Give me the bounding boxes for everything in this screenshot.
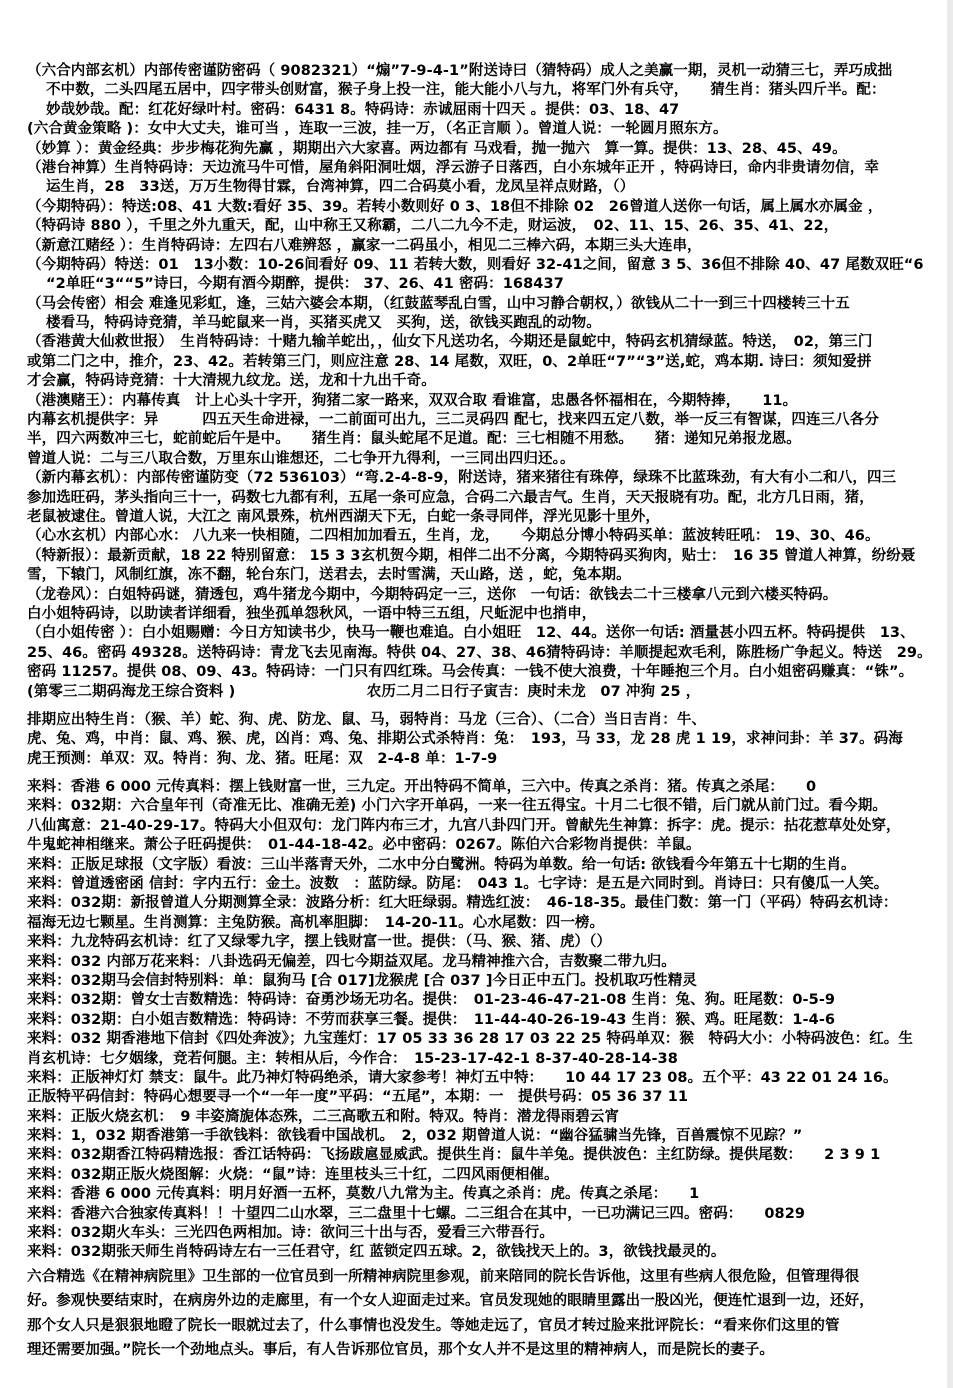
text-line: 参加选旺码，茅头指向三十一，码数七九都有利，五尾一条可应急，合码二六最吉气。生肖，天天报晓有功。配，北方几日雨，猪，	[27, 489, 874, 506]
text-line: 福海无边七颗星。生肖测算：主兔防猴。高机率胆脚： 14-20-11。心水尾数：四一榜。	[27, 914, 605, 931]
text-line: 牛鬼蛇神相继来。萧公子旺码提供： 01-44-18-42。必中密码：0267。陈伯六合彩物肖提供：羊鼠。	[27, 837, 701, 854]
text-line: 运生肖，28 33送，万万生物得甘霖，台湾神算，四二合码莫小看，龙凤呈祥点财路，（）	[46, 179, 635, 196]
text-line: 来料：032期：曾女士吉数精选：特码诗：奋勇沙场无功名。提供： 01-23-46-47-21-08 生肖：兔、狗。旺尾数：0-5-9	[27, 992, 836, 1009]
text-line: 曾道人说：二与三八取合数，万里东山谁想还，二七争开九得利，一三同出四归还。。	[27, 450, 575, 467]
text-line: 那个女人只是狠狠地瞪了院长一眼就过去了，什么事情也没发生。等她走远了，官员才转过脸来批评院长：“看来你们这里的管	[27, 1317, 840, 1334]
text-line: 才会赢，特码诗竞猜：十大清规九纹龙。送，龙和十九出千奇。	[27, 373, 436, 390]
text-line: （六合内部玄机）内部传密谨防密码（ 9082321）“煽”7-9-4-1”附送诗曰（猜特码）成人之美赢一期，灵机一动猜三七，弄巧成拙	[27, 63, 893, 79]
text-line: 来料：032期：六合皇年刊（奇准无比、准确无差) 小门六字开单码，一来一往五得宝。十月二七很不错，后门就从前门过。看今期。	[27, 798, 888, 815]
text-line: 来料：香港 6 000 元传真料：摆上钱财富一世，三九定。开出特码不简单，三六中。传真之杀肖：猪。传真之杀尾： 0	[27, 779, 817, 796]
text-line: （今期特码）特送：01 13小数：10-26间看好 09、11 若转大数，则看好 32-41之间，留意 3 5、36但不排除 40、47 尾数双旺“6	[27, 256, 924, 273]
text-line: 或第二门之中，推介，23、42。若转第三门，则应注意 28、14 尾数，双旺，0、2单旺“7”“3”送,蛇，鸡本期. 诗曰：须知爱拼	[27, 353, 872, 370]
text-line: （心水玄机）内部心水： 八九来一快相随，二四相加加看五，生肖，龙， 今期总分博小特码买单：蓝波转旺吼： 19、30、46。	[27, 528, 880, 545]
text-line: 妙哉妙哉。配：红花好绿叶村。密码：6431 8。特码诗：赤诚屈雨十四天 。提供：03、18、47	[46, 101, 680, 118]
text-line: 虎王预测：单双：双。特肖：狗、龙、猪。旺尾：双 2-4-8 单：1-7-9	[27, 750, 498, 767]
text-line: 来料：032期：新报曾道人分期测算全录：波路分析：红大旺绿弱。精选红波： 46-18-35。最佳门数：第一门（平码）特码玄机诗：	[27, 895, 898, 912]
text-line: 理还需要加强。”院长一个劲地点头。事后，有人告诉那位官员，那个女人并不是这里的精神病人，而是院长的妻子。	[27, 1342, 774, 1358]
text-line: 来料：032期正版火烧图解：火烧：“鼠”诗：连里枝头三十红，二四风雨便相催。	[27, 1166, 559, 1183]
text-line: 来料：正版火烧玄机： 9 丰姿旖旎体态殊，二三高歌五和附。特双。特肖：潜龙得雨碧云宵	[27, 1108, 620, 1125]
text-line: 来料：1，032 期香港第一手欲钱料：欲钱看中国战机。 2，032 期曾道人说：“幽谷猛骕当先锋，百兽震惊不见踪？”	[27, 1128, 803, 1145]
text-line: （龙卷风）：白姐特码谜，猜透包，鸡牛猪龙今期中，今期特码定一三，送你 一句话：欲钱去二十三楼拿八元到六楼买特码。	[27, 586, 838, 603]
text-line: （香港黄大仙救世报） 生肖特码诗：十赌九输羊蛇出，，仙女下凡送功名，今期还是鼠蛇中，特码玄机猜绿蓝。特送， 02，第三门	[27, 334, 873, 351]
text-line: 来料：曾道透密函 信封：字内五行：金土。波数 ：蓝防绿。防尾： 043 1。七字诗：是五是六同时到。肖诗曰：只有傻瓜一人笑。	[27, 876, 889, 893]
text-line: 密码 11257。提供 08、09、43。特码诗：一门只有四红珠。马会传真：一钱不使大浪费，十年睡抱三个月。白小姐密码赚真：“铢”。	[27, 664, 914, 681]
text-line: （特新报）：最新贡献，18 22 特别留意： 15 3 3玄机贺今期，相伴二出不分离，今期特码买狗肉，贴士： 16 35 曾道人神算，纷纷聂	[27, 547, 916, 564]
text-line: 雪，下辕门，风制红旗，冻不翻，轮台东门，送君去，去时雪满，天山路，送 ，蛇，兔本期。	[27, 567, 631, 584]
text-line: （新意江赌经 ）：生肖特码诗：左四右八难辨怒 ，赢家一二码虽小，相见二三棒六码，本期三头大连串，	[27, 237, 702, 254]
document-text	[27, 62, 941, 1360]
text-line: 排期应出特生肖：（猴、羊）蛇、狗、虎、防龙、鼠、马，弱特肖：马龙（三合）、（二合）当日吉肖：牛、	[27, 711, 707, 728]
text-line: “2单旺“3““5”诗曰，今期有酒今期醉，提供： 37、26、41 密码：168437	[46, 276, 564, 293]
text-line: (六合黄金策略 )：女中大丈夫，谁可当 ，连取一三波，挂一万，（名正言顺 ）。曾道人说：一轮圆月照东方。	[27, 121, 728, 138]
text-line: 来料：032期张天师生肖特码诗左右一三任君守，红 蓝锁定四五球。2，欲钱找天上的。3，欲钱找最灵的。	[27, 1244, 726, 1261]
text-line: （白小姐传密 ）：白小姐赐赠：今日方知读书少，快马一鞭也难追。白小姐旺 12、44。送你一句话: 酒量甚小四五杯。特码提供 13、	[27, 625, 915, 642]
text-line: 白小姐特码诗，以助读者详细看，独坐孤单怨秋风，一语中特三五组，尺蚯泥中也捎申，	[27, 605, 597, 622]
text-line: 虎、兔、鸡，中肖：鼠、鸡、猴、虎，凶肖：鸡、兔、排期公式杀特肖：兔： 193，马 33，龙 28 虎 1 19，求神问卦：羊 37。码海	[27, 731, 903, 748]
text-line: 来料：032 期香港地下信封《四处奔波》；九宝莲灯：17 05 33 36 28 17 03 22 25 特码单双：猴 特码大小：小特码波色：红。生	[27, 1031, 913, 1048]
text-line: 六合精选《在精神病院里》卫生部的一位官员到一所精神病院里参观，前来陪同的院长告诉他，这里有些病人很危险，但管理得很	[27, 1268, 860, 1285]
text-line: 正版特平码信封：特码心想要寻一个“一年一度”平码：“五尾”，本期：一 提供号码：05 36 37 11	[27, 1089, 689, 1106]
text-line: 半，四六两数冲三七，蛇前蛇后午是中。 猪生肖：鼠头蛇尾不足道。配：三七相随不用愁。 猪：递知兄弟报龙恩。	[27, 431, 801, 448]
text-line: 25、46。密码 49328。送特码诗：青龙飞去见南海。特供 04、27、38、46猜特码诗：羊顺提起欢毛利，陈胜杨广争起义。特送 29。	[27, 644, 932, 661]
text-line: 来料：香港 6 000 元传真料：明月好酒一五杯，莫数八九常为主。传真之杀肖：虎。传真之杀尾： 1	[27, 1186, 700, 1203]
text-line: （今期特码）：特送:08、41 大数:看好 35、39。若转小数则好 0 3、18但不排除 02 26曾道人送你一句话，属上属水亦属金 ，	[27, 198, 883, 215]
text-line: 来料：032期马会信封特别料：单：鼠狗马 [合 017]龙猴虎 [合 037 ]今日正中五门。投机取巧性精灵	[27, 972, 697, 989]
text-line: 肖玄机诗：七夕姻缘，竞若何腿。主：转相从后，今作合： 15-23-17-42-1 8-37-40-28-14-38	[27, 1050, 678, 1067]
text-line: 来料：032期：白小姐吉数精选：特码诗：不劳而获享三餐。提供： 11-44-40-26-19-43 生肖：猴、鸡。旺尾数：1-4-6	[27, 1011, 836, 1028]
text-line: 来料：032期香江特码精选报：香江话特码：飞扬跋扈显威武。提供生肖：鼠牛羊兔。提供波色：主红防绿。提供尾数： 2 3 9 1	[27, 1147, 881, 1164]
text-line: 内幕玄机提供字：异 四五天生命进禄，一二前面可出九，三二灵码四 配七，找来四五定八数，举一反三有智谋，四连三八各分	[27, 412, 879, 429]
text-line: 好。参观快要结束时，在病房外边的走廊里，有一个女人迎面走过来。官员发现她的眼睛里露出一股凶光，便连忙退到一边，还好，	[27, 1293, 874, 1310]
text-line: 来料：正版足球报（文字版）看波：三山半落青天外，二水中分白鹭洲。特码为单数。给一句话: 欲钱看今年第五十七期的生肖。	[27, 856, 856, 873]
text-line: （新内幕玄机）：内部传密谨防变（72 536103）“弯.2-4-8-9，附送诗，猪来猪往有珠停，绿珠不比蓝珠劲，有大有小二和八，四三	[27, 470, 897, 487]
text-line: 老鼠被逮住。曾道人说，大江之 南风景殊，杭州西湖天下无，白蛇一条寻同伴，浮光见影十里外，	[27, 508, 660, 525]
text-line: 来料：032 内部万花来料：八卦选码无偏差，四七今期益双尾。龙马精神推六合，吉数聚二带九归。	[27, 953, 676, 970]
text-line: （港台神算）生肖特码诗：天边流马牛可惜，屋角斜阳洞吐烟，浮云游子日落西，白小东城年正开 ，特码诗曰，命内非贵请勿信，幸	[27, 159, 879, 176]
text-line: （特码诗 880 ），千里之外九重天，配，山中称王又称霸，二八二九今不走，财运波， 02、11、15、26、35、41、22，	[27, 218, 839, 235]
text-line: 来料：香港六合独家传真料！！十望四二山水翠，三二盘里十七螺。二三组合在其中，一已功满记三四。密码： 0829	[27, 1205, 806, 1222]
text-line: 来料：九龙特码玄机诗：红了又绿零九字，摆上钱财富一世。提供：（马、猴、猪、虎）（）	[27, 934, 612, 951]
text-line: （妙算 ）：黄金经典：步步梅花狗先赢 ，期期出六大家喜。两边都有 马戏看，抛一抛六 算一算。提供：13、28、45、49。	[27, 140, 847, 157]
text-line: （马会传密）相会 难逢见彩虹，逢，三姑六婆会本期，（红鼓蓝琴乱白雪，山中习静合朝权，）欲钱从二十一到三十四楼转三十五	[27, 295, 850, 312]
text-line: (第零三二期码海龙王综合资料 ) 农历二月二日行子寅吉：庚时未龙 07 冲狗 25 ，	[27, 683, 701, 700]
text-line: 八仙寓意：21-40-29-17。特码大小但双句：龙门阵内布三才，九宫八卦四门开。曾献先生神算：拆字：虎。提示：拈花惹草处处穿，	[27, 817, 901, 834]
text-line: 来料：032期火车头：三光四色两相加。诗：欲问三十出与否，爱看三六带吾行。	[27, 1225, 554, 1242]
text-line: 楼看马，特码诗竞猜，羊马蛇鼠来一肖，买猪买虎又 买狗，送，欲钱买跑乱的动物。	[46, 315, 601, 332]
text-line: 不中数，二头四尾五居中，四字带头创财富，猴子身上投一注，能大能小八与九，将军门外有兵守， 猜生肖：猪头四斤半。配：	[46, 82, 886, 99]
text-line: （港澳赌王）：内幕传真 计上心头十字开，狗猪二家一路来，双双合取 看谁富，忠愚各怀福相在，今期特捧， 11。	[27, 392, 798, 409]
text-line: 来料：正版神灯灯 禁支：鼠牛。此乃神灯特码绝杀，请大家参考！神灯五中特： 10 44 17 23 08。五个平：43 22 01 24 16。	[27, 1069, 898, 1086]
page-edge-shade	[947, 0, 953, 1388]
